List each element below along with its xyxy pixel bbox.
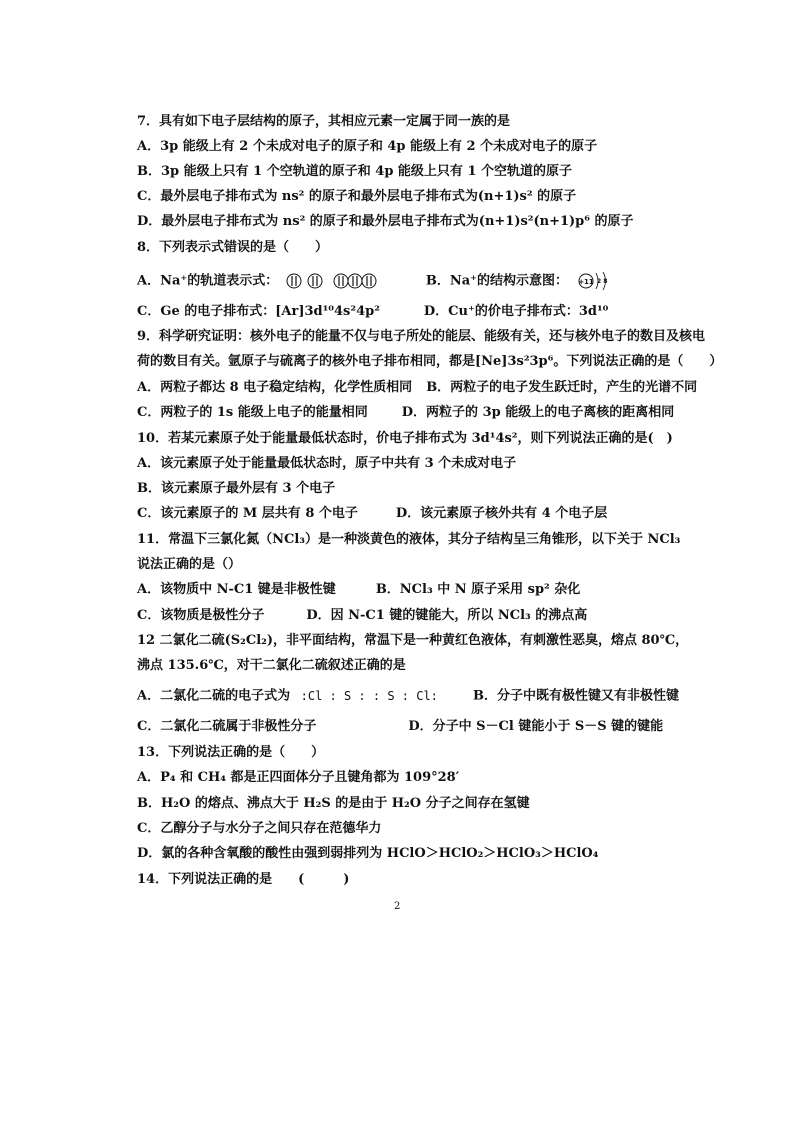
q10-option-a: A．该元素原子处于能量最低状态时，原子中共有 3 个未成对电子: [137, 456, 517, 471]
q12-option-a: A．二氯化二硫的电子式为: [137, 688, 291, 704]
q12-option-c: C．二氯化二硫属于非极性分子: [137, 719, 317, 734]
q7-option-d: D．最外层电子排布式为 ns² 的原子和最外层电子排布式为(n+1)s²(n+1)p⁶ 的原子: [137, 214, 634, 229]
q9-stem-line2: 荷的数目有关。氩原子与硫离子的核外电子排布相同，都是[Ne]3s²3p⁶。下列说法正确的是（ ）: [137, 354, 723, 369]
q10-row-cd: [137, 506, 607, 522]
q10-option-d: D．该元素原子核外共有 4 个电子层: [395, 506, 608, 521]
q11-row-cd: [137, 608, 587, 624]
q11-row-ab: [137, 582, 580, 598]
q11-option-d: D．因 N-C1 键的键能大，所以 NCl₃ 的沸点高: [306, 608, 588, 623]
q7-option-c: C．最外层电子排布式为 ns² 的原子和最外层电子排布式为(n+1)s² 的原子: [137, 189, 577, 204]
q12-option-d: D．分子中 S－Cl 键能小于 S－S 键的键能: [408, 719, 664, 734]
q8-option-c: C．Ge 的电子排布式：[Ar]3d¹⁰4s²4p²: [137, 304, 380, 319]
q13-option-c: C．乙醇分子与水分子之间只存在范德华力: [137, 821, 382, 836]
q12-row-ab: [137, 688, 679, 705]
lewis-structure: :Cl : S : : S : Cl:: [300, 689, 438, 703]
q12-option-b: B．分子中既有极性键又有非极性键: [472, 688, 679, 704]
q10-option-c: C．该元素原子的 M 层共有 8 个电子: [137, 506, 358, 521]
atom-nucleus-label: +11: [577, 278, 594, 286]
q13-option-a: A．P₄ 和 CH₄ 都是正四面体分子且键角都为 109°28′: [137, 770, 460, 785]
q13-option-b: B．H₂O 的熔点、沸点大于 H₂S 的是由于 H₂O 分子之间存在氢键: [137, 796, 530, 811]
q11-stem-line1: 11．常温下三氯化氮（NCl₃）是一种淡黄色的液体，其分子结构呈三角锥形，以下关于 NCl₃: [137, 532, 681, 547]
q11-option-a: A．该物质中 N-C1 键是非极性键: [137, 582, 336, 597]
orbital-diagram-icon: [285, 272, 395, 290]
q10-stem: 10．若某元素原子处于能量最低状态时，价电子排布式为 3d¹4s²，则下列说法正确的是( ): [137, 431, 673, 446]
q9-row-ab: [137, 380, 697, 396]
q8-row-cd: [137, 304, 608, 320]
q7-option-b: B．3p 能级上只有 1 个空轨道的原子和 4p 能级上只有 1 个空轨道的原子: [137, 164, 573, 179]
q10-option-b: B．该元素原子最外层有 3 个电子: [137, 481, 336, 496]
q9-option-d: D．两粒子的 3p 能级上的电子离核的距离相同: [401, 405, 675, 420]
q8-option-a: A．Na⁺的轨道表示式：: [137, 273, 279, 289]
q9-row-cd: [137, 405, 674, 421]
q7-option-a: A．3p 能级上有 2 个未成对电子的原子和 4p 能级上有 2 个未成对电子的原子: [137, 139, 598, 154]
q9-option-b: B．两粒子的电子发生跃迁时，产生的光谱不同: [426, 380, 698, 395]
q11-option-c: C．该物质是极性分子: [137, 608, 265, 623]
q8-option-d: D．Cu⁺的价电子排布式：3d¹⁰: [423, 304, 609, 319]
q8-row-ab: [137, 270, 615, 292]
q12-stem-line2: 沸点 135.6℃，对干二氯化二硫叙述正确的是: [137, 658, 406, 673]
q9-option-c: C．两粒子的 1s 能级上电子的能量相同: [137, 405, 368, 420]
q8-option-b: B．Na⁺的结构示意图：: [425, 273, 569, 289]
q11-stem-line2: 说法正确的是（）: [137, 557, 242, 572]
q13-stem: 13．下列说法正确的是（ ）: [137, 745, 325, 760]
q11-option-b: B．NCl₃ 中 N 原子采用 sp² 杂化: [375, 582, 581, 597]
atomic-structure-diagram-icon: [577, 270, 615, 292]
q8-stem: 8．下列表示式错误的是（ ）: [137, 240, 329, 255]
q7-stem: 7．具有如下电子层结构的原子，其相应元素一定属于同一族的是: [137, 114, 511, 129]
q9-stem-line1: 9．科学研究证明：核外电子的能量不仅与电子所处的能层、能级有关，还与核外电子的数目及核电: [137, 329, 706, 344]
page-number: 2: [394, 901, 401, 912]
q9-option-a: A．两粒子都达 8 电子稳定结构，化学性质相同: [137, 380, 413, 395]
atom-shell-label: 2 8: [596, 278, 607, 285]
q12-row-cd: [137, 719, 663, 735]
q12-stem-line1: 12 二氯化二硫(S₂Cl₂)，非平面结构，常温下是一种黄红色液体，有刺激性恶臭，熔点 80℃，: [137, 633, 689, 648]
q13-option-d: D．氯的各种含氧酸的酸性由强到弱排列为 HClO＞HClO₂＞HClO₃＞HClO₄: [137, 846, 599, 861]
q14-stem: 14．下列说法正确的是 ( ): [137, 872, 350, 887]
